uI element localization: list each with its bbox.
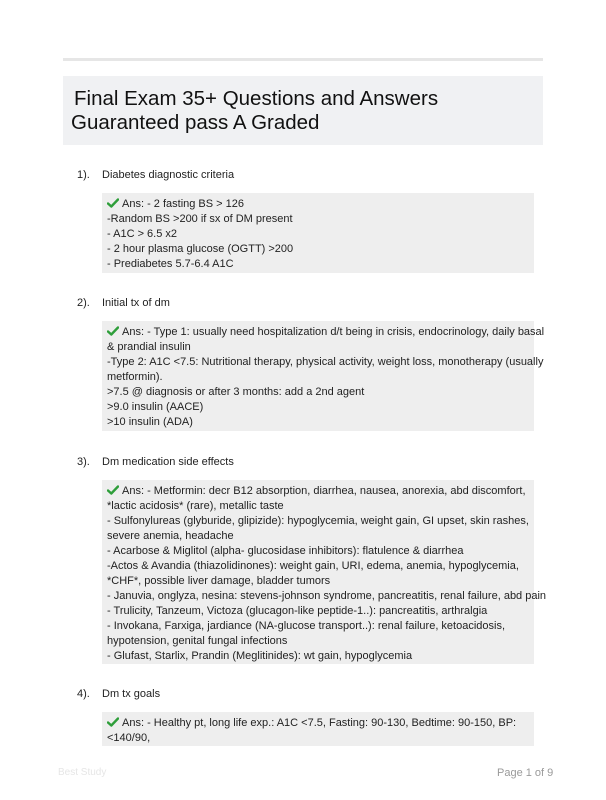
answer-line: severe anemia, headache bbox=[107, 530, 234, 542]
question-number: 3). bbox=[77, 456, 90, 468]
answer-line: & prandial insulin bbox=[107, 341, 191, 353]
question-number: 1). bbox=[77, 169, 90, 181]
answer-line: - Prediabetes 5.7-6.4 A1C bbox=[107, 258, 234, 270]
answer-line: hypotension, genital fungal infections bbox=[107, 635, 288, 647]
answer-box bbox=[102, 193, 534, 273]
question-number: 2). bbox=[77, 297, 90, 309]
answer-box bbox=[102, 321, 545, 431]
answer-line bbox=[107, 197, 528, 212]
answer-line: -Type 2: A1C <7.5: Nutritional therapy, physical activity, weight loss, monotherapy (usually bbox=[107, 356, 544, 368]
answer-line: >7.5 @ diagnosis or after 3 months: add a 2nd agent bbox=[107, 386, 365, 398]
answer-line: - Invokana, Farxiga, jardiance (NA-glucose transport..): renal failure, ketoacidosis, bbox=[107, 620, 506, 632]
question-text: Dm medication side effects bbox=[102, 456, 234, 468]
answer-line: - Trulicity, Tanzeum, Victoza (glucagon-like peptide-1..): pancreatitis, arthralgia bbox=[107, 605, 488, 617]
question-number: 4). bbox=[77, 688, 90, 700]
top-divider bbox=[63, 58, 543, 61]
answer-line: *lactic acidosis* (rare), metallic taste bbox=[107, 500, 284, 512]
page-number: Page 1 of 9 bbox=[497, 767, 554, 779]
answer-line bbox=[107, 325, 545, 340]
question-text: Diabetes diagnostic criteria bbox=[102, 169, 235, 181]
page-title-line-1: Final Exam 35+ Questions and Answers bbox=[74, 87, 439, 110]
checkmark-icon bbox=[107, 198, 119, 208]
answer-line bbox=[107, 484, 528, 499]
answer-line-text: Ans: - Healthy pt, long life exp.: A1C <7.5, Fasting: 90-130, Bedtime: 90-150, BP: bbox=[122, 717, 517, 729]
answer-line: -Random BS >200 if sx of DM present bbox=[107, 213, 293, 225]
checkmark-icon bbox=[107, 485, 119, 495]
answer-line: - Acarbose & Miglitol (alpha- glucosidase inhibitors): flatulence & diarrhea bbox=[107, 545, 464, 557]
answer-line: >9.0 insulin (AACE) bbox=[107, 401, 204, 413]
answer-line: - Januvia, onglyza, nesina: stevens-johnson syndrome, pancreatitis, renal failure, abd pain bbox=[107, 590, 547, 602]
checkmark-icon bbox=[107, 326, 119, 336]
title-block bbox=[63, 76, 543, 145]
answer-line: >10 insulin (ADA) bbox=[107, 416, 193, 428]
answer-line: - 2 hour plasma glucose (OGTT) >200 bbox=[107, 243, 294, 255]
page-title-line-2: Guaranteed pass A Graded bbox=[71, 111, 320, 134]
answer-line: *CHF*, possible liver damage, bladder tumors bbox=[107, 575, 331, 587]
footer-watermark: Best Study bbox=[58, 767, 107, 778]
answer-line: <140/90, bbox=[107, 732, 151, 744]
answer-line: metformin). bbox=[107, 371, 163, 383]
answer-line: - A1C > 6.5 x2 bbox=[107, 228, 178, 240]
answer-box bbox=[102, 480, 547, 664]
answer-line: - Glufast, Starlix, Prandin (Meglitinides): wt gain, hypoglycemia bbox=[107, 650, 413, 662]
question-text: Dm tx goals bbox=[102, 688, 161, 700]
question-text: Initial tx of dm bbox=[102, 297, 170, 309]
checkmark-icon bbox=[107, 717, 119, 727]
answer-line-text: Ans: - 2 fasting BS > 126 bbox=[122, 198, 244, 210]
answer-box bbox=[102, 712, 534, 746]
answer-line bbox=[107, 716, 528, 731]
answer-line: -Actos & Avandia (thiazolidinones): weight gain, URI, edema, anemia, hypoglycemia, bbox=[107, 560, 519, 572]
answer-line-text: Ans: - Metformin: decr B12 absorption, diarrhea, nausea, anorexia, abd discomfort, bbox=[122, 485, 526, 497]
answer-line: - Sulfonylureas (glyburide, glipizide): hypoglycemia, weight gain, GI upset, skin rashes, bbox=[107, 515, 529, 527]
answer-line-text: Ans: - Type 1: usually need hospitalization d/t being in crisis, endocrinology, daily basal bbox=[122, 326, 545, 338]
